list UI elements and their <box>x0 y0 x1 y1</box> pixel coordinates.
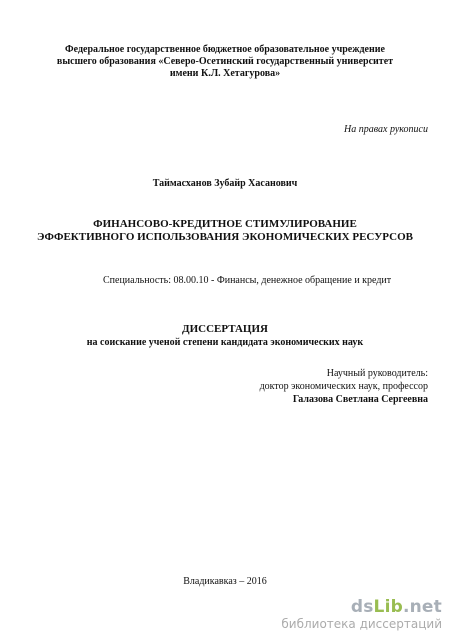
watermark-brand-lib: Lib <box>373 597 403 617</box>
title-line: ЭФФЕКТИВНОГО ИСПОЛЬЗОВАНИЯ ЭКОНОМИЧЕСКИХ РЕСУРСОВ <box>37 231 413 243</box>
author-name: Таймасханов Зубайр Хасанович <box>152 178 298 189</box>
title-line: ФИНАНСОВО-КРЕДИТНОЕ СТИМУЛИРОВАНИЕ <box>93 218 357 230</box>
institution-line: высшего образования «Северо-Осетинский государственный университет <box>56 56 394 67</box>
watermark-brand-net: .net <box>402 597 442 617</box>
dissertation-label: ДИССЕРТАЦИЯ <box>182 323 268 335</box>
specialty-line: Специальность: 08.00.10 - Финансы, денежное обращение и кредит <box>103 275 392 286</box>
institution-heading <box>0 44 450 80</box>
institution-line: Федеральное государственное бюджетное образовательное учреждение <box>65 44 385 55</box>
dslib-watermark <box>281 597 442 631</box>
supervisor-block <box>260 367 428 406</box>
watermark-logo <box>281 597 442 617</box>
institution-line: имени К.Л. Хетагурова» <box>169 68 281 79</box>
rights-note: На правах рукописи <box>344 124 428 135</box>
supervisor-label: Научный руководитель: <box>326 368 428 379</box>
dissertation-title <box>0 218 450 244</box>
watermark-brand-ds: ds <box>350 597 374 617</box>
dissertation-subtitle: на соискание ученой степени кандидата экономических наук <box>86 337 364 348</box>
supervisor-name: Галазова Светлана Сергеевна <box>292 394 428 405</box>
supervisor-degree: доктор экономических наук, профессор <box>259 381 428 392</box>
watermark-subtitle: библиотека диссертаций <box>281 617 442 631</box>
city-year: Владикавказ – 2016 <box>183 576 267 587</box>
